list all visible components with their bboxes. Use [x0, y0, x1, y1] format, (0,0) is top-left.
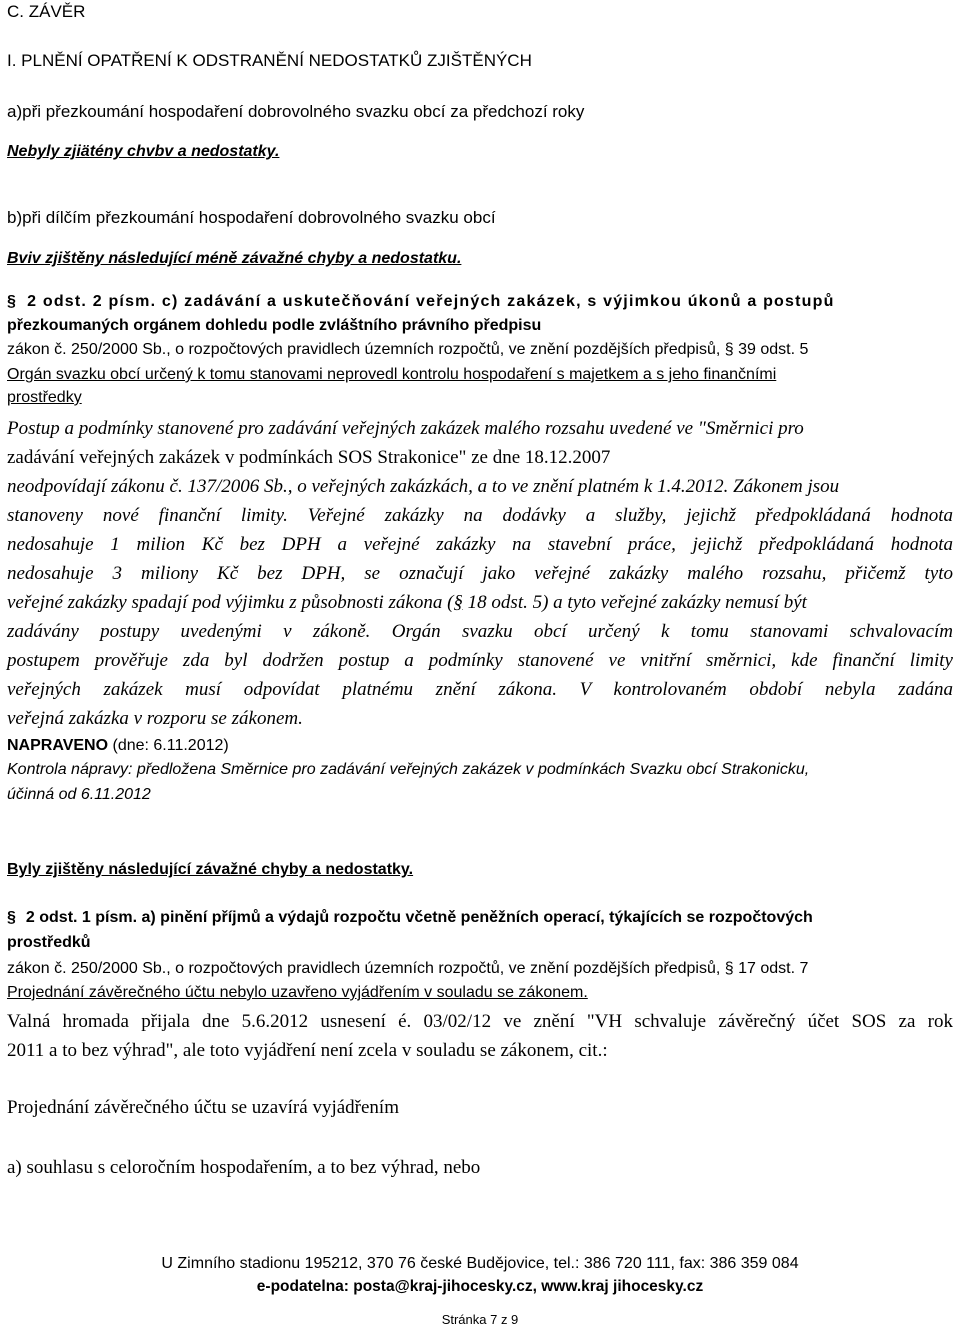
item1-finding-line2: prostředky [7, 389, 82, 406]
item2-heading-text: 2 odst. 1 písm. a) pinění příjmů a výdajů rozpočtu včetně peněžních operací, týkajících se rozpočtových [25, 909, 813, 926]
item1-body-line: zadávání veřejných zakázek v podmínkách SOS Strakonice" ze dne 18.12.2007 [7, 447, 611, 468]
item1-heading [7, 293, 835, 311]
item1-body-line [7, 592, 807, 614]
item2-quote1: Projednání závěrečného účtu se uzavírá vyjádřením [7, 1097, 399, 1118]
serious-findings-title: Byly zjištěny následující závažné chyby a nedostatky. [7, 861, 414, 878]
section-mark: § [7, 909, 16, 926]
section-mark: § [724, 960, 734, 977]
item2-body-line2: 2011 a to bez výhrad", ale toto vyjádření není zcela v souladu se zákonem, cit.: [7, 1040, 608, 1061]
law-name: zákon č. 250/2000 Sb. [7, 960, 167, 977]
item1-body-line: zadávány postupy uvedenými v zákoně. Orgán svazku obcí určený k tomu stanovami schvalovacím [7, 621, 953, 642]
item1-body-line: veřejná zakázka v rozporu se zákonem. [7, 708, 303, 729]
law-paragraph: 39 odst. 5 [733, 341, 809, 358]
item1-control-line2: účinná od 6.11.2012 [7, 786, 151, 803]
status-date: (dne: 6.11.2012) [108, 737, 229, 754]
item2-heading [7, 909, 813, 927]
law-paragraph: 17 odst. 7 [733, 960, 809, 977]
part-a-finding: Nebyly zjiätény chvbv a nedostatky. [7, 143, 280, 160]
part-b-title: b)při dílčím přezkoumání hospodaření dobrovolného svazku obcí [7, 208, 496, 227]
item1-body-line: nedosahuje 1 milion Kč bez DPH a veřejné zakázky na stavební práce, jejichž předpokládaná hodnota [7, 534, 953, 555]
part-b-finding: Bviv zjištěny následující méně závažné chyby a nedostatku. [7, 250, 462, 267]
body-text: Postup a podmínky stanovené pro zadávání veřejných zakázek malého rozsahu uvedené ve "Směrnici pro [7, 418, 804, 439]
item1-body-line: stanoveny nové finanční limity. Veřejné zakázky na dodávky a služby, jejichž předpokládaná hodnota [7, 505, 953, 526]
item2-quote2: a) souhlasu s celoročním hospodařením, a to bez výhrad, nebo [7, 1157, 481, 1178]
item2-body-line1: Valná hromada přijala dne 5.6.2012 usnesení é. 03/02/12 ve znění "VH schvaluje závěrečný účet SOS za rok [7, 1011, 953, 1032]
item1-body-line: nedosahuje 3 miliony Kč bez DPH, se označují jako veřejné zakázky malého rozsahu, přičemž tyto [7, 563, 953, 584]
item1-body-line [7, 418, 804, 440]
part-a-title: a)při přezkoumání hospodaření dobrovolného svazku obcí za předchozí roky [7, 102, 585, 121]
section-mark: § [453, 592, 463, 613]
section-heading: C. ZÁVĚR [7, 2, 86, 21]
section-mark: § [724, 341, 734, 358]
item1-body-line: veřejných zakázek musí odpovídat platnému znění zákona. V kontrolovaném období nebyla zadána [7, 679, 953, 700]
item1-law-reference [7, 341, 808, 359]
page-number: Stránka 7 z 9 [441, 1312, 519, 1327]
body-text: 18 odst. 5) a tyto veřejné zakázky nemusí být [462, 592, 807, 613]
status-label: NAPRAVENO [7, 737, 109, 754]
item1-heading-lead: 2 odst. 2 písm. [27, 293, 157, 310]
footer-address: U Zimního stadionu 195212, 370 76 české Budějovice, tel.: 386 720 111, fax: 386 359 084 [161, 1255, 799, 1272]
subsection-heading: I. PLNĚNÍ OPATŘENÍ K ODSTRANĚNÍ NEDOSTATKŮ ZJIŠTĚNÝCH [7, 51, 532, 70]
item1-body-line: postupem prověřuje zda byl dodržen postup a podmínky stanovené ve vnitřní směrnici, kde finanční limity [7, 650, 953, 671]
footer-contact: e-podatelna: posta@kraj-jihocesky.cz, www.kraj jihocesky.cz [256, 1278, 704, 1295]
item2-law-reference [7, 960, 808, 978]
law-name: zákon č. 250/2000 Sb. [7, 341, 167, 358]
item2-heading-line2: prostředků [7, 934, 91, 951]
item2-finding: Projednání závěrečného účtu nebylo uzavřeno vyjádřením v souladu se zákonem. [7, 984, 588, 1001]
item1-body-line: neodpovídají zákonu č. 137/2006 Sb., o veřejných zakázkách, a to ve znění platném k 1.4.2012. Zákonem jsou [7, 476, 840, 497]
item1-heading-line2: přezkoumaných orgánem dohledu podle zvláštního právního předpisu [7, 317, 542, 334]
item1-status [7, 737, 229, 755]
section-mark: § [7, 293, 18, 310]
law-title: , o rozpočtových pravidlech územních rozpočtů, ve znění pozdějších předpisů, [166, 341, 721, 358]
item1-heading-rest: c) zadávání a uskutečňování veřejných zakázek, s výjimkou úkonů a postupů [156, 293, 835, 310]
body-text: veřejné zakázky spadají pod výjimku z působnosti zákona ( [7, 592, 454, 613]
law-title: , o rozpočtových pravidlech územních rozpočtů, ve znění pozdějších předpisů, [166, 960, 721, 977]
item1-control-line1: Kontrola nápravy: předložena Směrnice pro zadávání veřejných zakázek v podmínkách Svazku obcí Strakonicku, [7, 761, 810, 778]
item1-finding-line1: Orgán svazku obcí určený k tomu stanovami neprovedl kontrolu hospodaření s majetkem a s jeho finančními [7, 366, 777, 383]
